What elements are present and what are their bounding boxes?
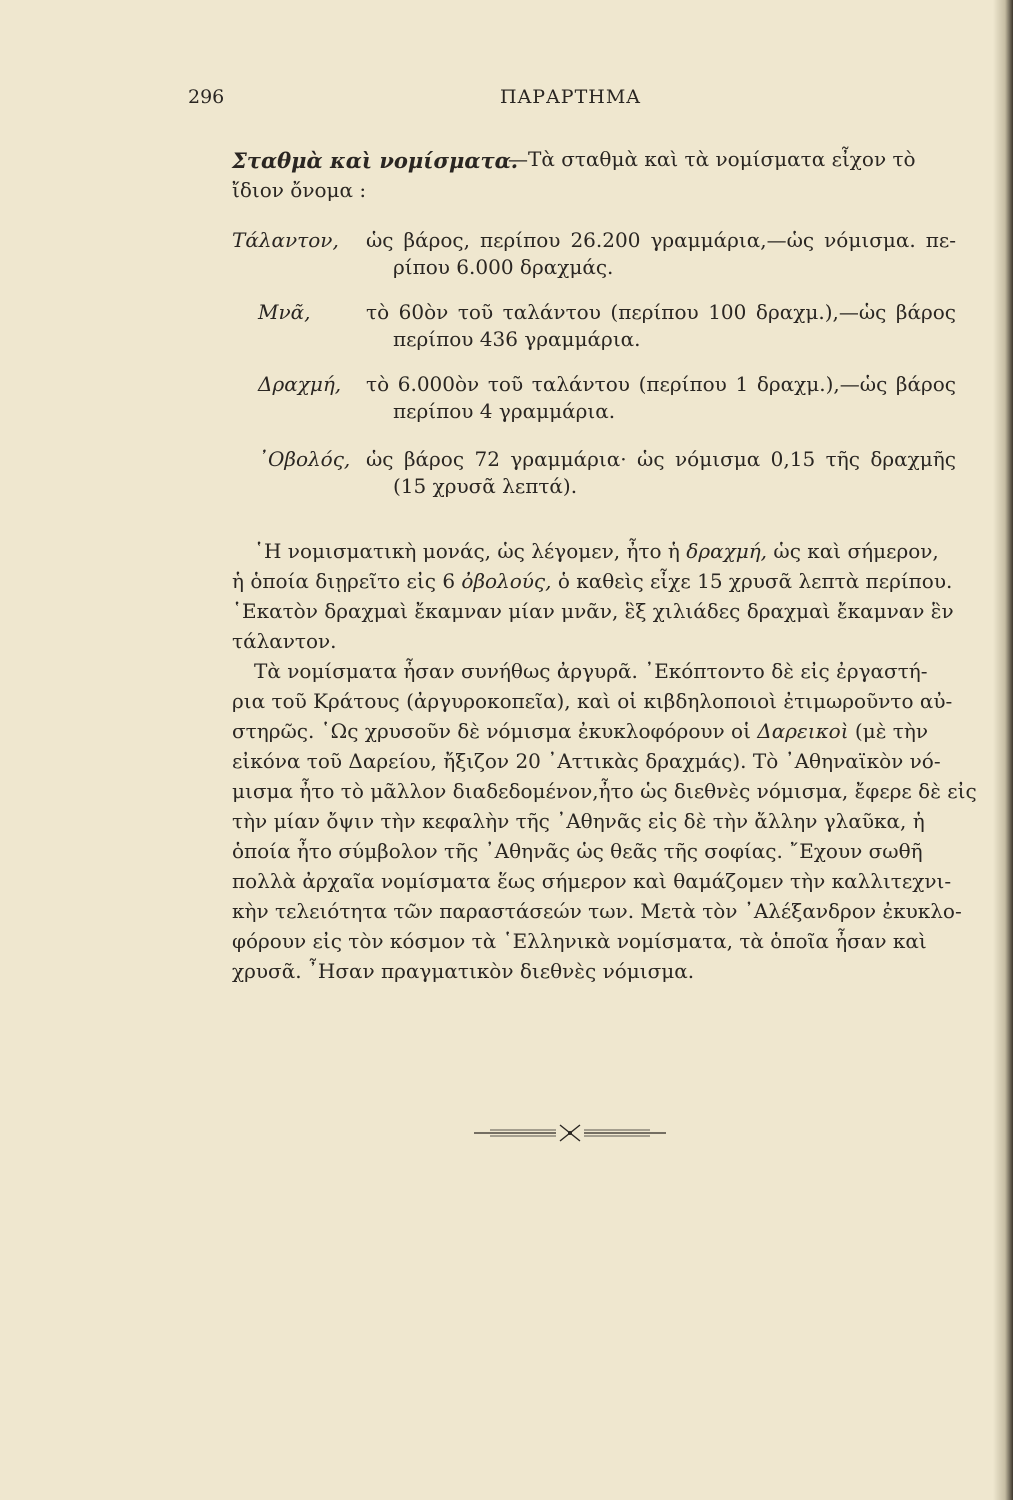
section-heading: Σταθμὰ καὶ νομίσματα. xyxy=(232,148,519,173)
paragraph-line: τὴν μίαν ὄψιν τὴν κεφαλὴν τῆς ᾿Αθηνᾶς εἰς δὲ τὴν ἄλλην γλαῦκα, ἡ xyxy=(232,809,925,833)
unit-definition: ρίπου 6.000 δραχμάς. xyxy=(393,255,614,279)
unit-term: Δραχμή, xyxy=(258,372,342,396)
paragraph-line: ὁποία ἦτο σύμβολον τῆς ᾿Αθηνᾶς ὡς θεᾶς τῆς σοφίας. ῎Εχουν σωθῆ xyxy=(232,839,923,863)
page-number: 296 xyxy=(188,86,225,108)
running-head: ΠΑΡΑΡΤΗΜΑ xyxy=(500,86,641,108)
page-edge-shadow xyxy=(993,0,1013,1500)
text-run: ἡ ὁποία διῃρεῖτο εἰς 6 xyxy=(232,569,462,593)
unit-term: Μνᾶ, xyxy=(258,300,311,324)
unit-definition: ὡς βάρος 72 γραμμάρια· ὡς νόμισμα 0,15 τῆς δραχμῆς xyxy=(366,447,956,471)
unit-definition: περίπου 4 γραμμάρια. xyxy=(393,399,616,423)
paragraph-line: ρια τοῦ Κράτους (ἀργυροκοπεῖα), καὶ οἱ κιβδηλοποιοὶ ἐτιμωροῦντο αὐ- xyxy=(232,689,953,713)
emphasized-term: δραχμή, xyxy=(686,539,768,563)
emphasized-term: ὀβολούς, xyxy=(461,569,552,593)
paragraph-line: μισμα ἦτο τὸ μᾶλλον διαδεδομένον,ἦτο ὡς διεθνὲς νόμισμα, ἔφερε δὲ εἰς xyxy=(232,779,977,803)
unit-definition: ὡς βάρος, περίπου 26.200 γραμμάρια,—ὡς νόμισμα. πε- xyxy=(366,228,956,252)
paragraph-line: τάλαντον. xyxy=(232,629,337,653)
intro-text-line: —Τὰ σταθμὰ καὶ τὰ νομίσματα εἶχον τὸ xyxy=(508,147,916,171)
text-run: ῾Η νομισματικὴ μονάς, ὡς λέγομεν, ἦτο ἡ xyxy=(254,539,687,563)
unit-definition: τὸ 60ὸν τοῦ ταλάντου (περίπου 100 δραχμ.),—ὡς βάρος xyxy=(366,300,956,324)
paragraph-line xyxy=(254,541,939,561)
paragraph-line: κὴν τελειότητα τῶν παραστάσεών των. Μετὰ τὸν ᾿Αλέξανδρον ἐκυκλο- xyxy=(232,899,962,923)
text-run: (μὲ τὴν xyxy=(848,719,929,743)
paragraph-line: πολλὰ ἀρχαῖα νομίσματα ἕως σήμερον καὶ θαμάζομεν τὴν καλλιτεχνι- xyxy=(232,869,952,893)
text-run: στηρῶς. ῾Ως χρυσοῦν δὲ νόμισμα ἐκυκλοφόρουν οἱ xyxy=(232,719,758,743)
paragraph-line: ῾Εκατὸν δραχμαὶ ἔκαμναν μίαν μνᾶν, ἓξ χιλιάδες δραχμαὶ ἔκαμναν ἓν xyxy=(232,599,954,623)
ornament-divider-icon xyxy=(470,1121,670,1145)
unit-definition: τὸ 6.000ὸν τοῦ ταλάντου (περίπου 1 δραχμ.),—ὡς βάρος xyxy=(366,372,956,396)
paragraph-line xyxy=(232,571,952,591)
paragraph-line: φόρουν εἰς τὸν κόσμον τὰ ῾Ελληνικὰ νομίσματα, τὰ ὁποῖα ἦσαν καὶ xyxy=(232,929,927,953)
paragraph-line: χρυσᾶ. ῏Ησαν πραγματικὸν διεθνὲς νόμισμα. xyxy=(232,959,695,983)
text-run: ὁ καθεὶς εἶχε 15 χρυσᾶ λεπτὰ περίπου. xyxy=(551,569,953,593)
unit-term: Τάλαντον, xyxy=(232,228,339,252)
text-run: ὡς καὶ σήμερον, xyxy=(767,539,939,563)
intro-text-line: ἴδιον ὄνομα : xyxy=(232,178,367,202)
unit-term: ᾿Οβολός, xyxy=(258,447,351,471)
paragraph-line: Τὰ νομίσματα ἦσαν συνήθως ἀργυρᾶ. ᾿Εκόπτοντο δὲ εἰς ἐργαστή- xyxy=(254,659,928,683)
paragraph-line: εἰκόνα τοῦ Δαρείου, ἤξιζον 20 ᾿Αττικὰς δραχμάς). Τὸ ᾿Αθηναϊκὸν νό- xyxy=(232,749,941,773)
unit-definition: περίπου 436 γραμμάρια. xyxy=(393,327,641,351)
unit-definition: (15 χρυσᾶ λεπτά). xyxy=(393,474,578,498)
emphasized-term: Δαρεικοὶ xyxy=(757,719,849,743)
paragraph-line xyxy=(232,721,928,741)
